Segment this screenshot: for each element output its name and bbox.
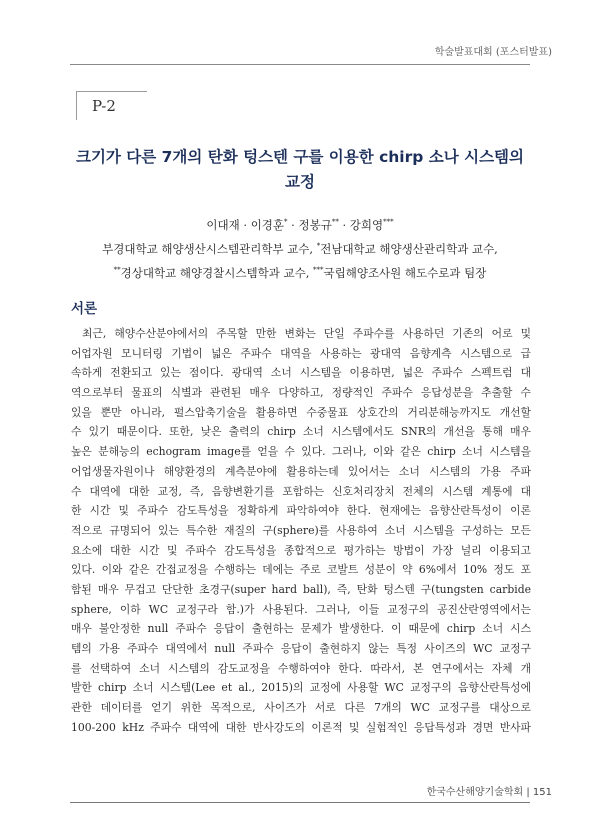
body-line: 요소에 대한 시간 및 주파수 감도특성을 종합적으로 평가하는 방법이 가장 널리 이용되고 — [71, 543, 531, 557]
body-line: sphere, 이하 WC 교정구라 함.)가 사용된다. 그러나, 이들 교정구의 공진산란영역에서는 — [71, 602, 531, 616]
author-mark: * — [284, 218, 288, 226]
running-header: 학술발표대회 (포스터발표) — [434, 47, 552, 58]
title-line-2: 교정 — [285, 173, 315, 191]
author-separator: · — [291, 217, 295, 232]
section-heading: 서론 — [71, 301, 98, 317]
body-line: 매우 불안정한 null 주파수 응답이 출현하는 문제가 발생한다. 이 때문에 chirp 소너 시스 — [71, 622, 531, 636]
author-name: 강희영 — [349, 217, 384, 232]
title-line-1: 크기가 다른 7개의 탄화 텅스텐 구를 이용한 chirp 소나 시스템의 — [75, 148, 524, 166]
body-line: 수 있기 때문이다. 또한, 낮은 출력의 chirp 소너 시스템에서도 SNR의 개선을 통해 매우 — [71, 425, 531, 439]
body-line: 적으로 규명되어 있는 특수한 재질의 구(sphere)를 사용하여 소너 시스템을 구성하는 모든 — [71, 523, 531, 537]
body-line: 있을 뿐만 아니라, 펄스압축기술을 활용하면 수중물표 상호간의 거리분해능까지도 개선할 — [71, 405, 531, 419]
paper-id: P-2 — [92, 97, 116, 115]
body-line: 함된 매우 무겁고 단단한 초경구(super hard ball), 즉, 탄화 텅스텐 구(tungsten carbide — [71, 582, 531, 596]
body-line: 를 선택하여 소너 시스템의 감도교정을 수행하여야 한다. 따라서, 본 연구에서는 자체 개 — [71, 661, 531, 675]
affiliation-mark: *** — [313, 265, 324, 274]
paper-id-box — [76, 91, 147, 120]
affiliation: 경상대학교 해양경찰시스템학과 교수, — [120, 265, 310, 280]
author-name: 정봉규 — [298, 217, 332, 232]
footer-divider — [70, 802, 530, 803]
header-divider — [70, 64, 530, 65]
body-line: 한 시간 및 주파수 감도특성을 정확하게 파악하여야 한다. 현재에는 음향산란특성이 이론 — [71, 504, 531, 518]
author-mark: ** — [331, 218, 339, 226]
author-separator: · — [243, 217, 248, 232]
body-line: 높은 분해능의 echogram image를 얻을 수 있다. 그러나, 이와 같은 chirp 소너 시스템을 — [71, 445, 531, 459]
author-names — [40, 212, 560, 236]
body-line: 템의 가용 주파수 대역에서 null 주파수 응답이 출현하지 않는 특정 사이즈의 WC 교정구 — [71, 642, 531, 655]
body-text — [71, 324, 531, 737]
affiliation-mark: * — [316, 241, 321, 250]
affiliation-line-2 — [40, 260, 560, 284]
body-line: 수 대역에 대한 교정, 즉, 음향변환기를 포함하는 신호처리장치 전체의 시스템 계통에 대 — [71, 484, 531, 498]
body-line: 발한 chirp 소너 시스템(Lee et al., 2015)의 교정에 사용할 WC 교정구의 음향산란특성에 — [71, 681, 531, 695]
body-line: 역으로부터 물표의 식별과 관련된 매우 다양하고, 정량적인 주파수 응답성분을 추출할 수 — [71, 386, 531, 400]
body-line: 속하게 전환되고 있는 점이다. 광대역 소너 시스템을 이용하면, 넓은 주파수 스펙트럼 대 — [71, 366, 531, 380]
body-line: 있다. 이와 같은 간접교정을 수행하는 데에는 주로 코발트 성분이 약 6%에서 10% 정도 포 — [71, 563, 531, 577]
body-line: 100-200 kHz 주파수 대역에 대한 반사강도의 이론적 및 실험적인 응답특성과 경면 반사파 — [71, 720, 531, 734]
page-footer: 한국수산해양기술학회 | 151 — [426, 787, 552, 798]
affiliation: 국립해양조사원 해도수로과 팀장 — [323, 265, 487, 280]
paper-title — [40, 145, 560, 195]
affiliation: 전남대학교 해양생산관리학과 교수, — [320, 241, 498, 256]
author-name: 이경훈 — [250, 217, 285, 232]
author-separator: · — [342, 217, 347, 232]
body-line: 어업생물자원이나 해양환경의 계측분야에 활용하는데 있어서는 소너 시스템의 가용 주파 — [71, 464, 531, 478]
body-line: 관한 데이터를 얻기 위한 목적으로, 사이즈가 서로 다른 7개의 WC 교정구를 대상으로 — [71, 701, 531, 715]
body-line: 최근, 해양수산분야에서의 주목할 만한 변화는 단일 주파수를 사용하던 기존의 어로 및 — [82, 327, 531, 340]
author-mark: *** — [383, 218, 394, 226]
author-block — [40, 212, 560, 283]
affiliation: 부경대학교 해양생산시스템관리학부 교수, — [102, 241, 314, 256]
affiliation-mark: ** — [113, 265, 121, 274]
affiliation-line-1 — [40, 236, 560, 260]
author-name: 이대재 — [206, 217, 240, 232]
body-line: 어업자원 모니터링 기법이 넓은 주파수 대역을 사용하는 광대역 음향계측 시스템으로 급 — [71, 346, 531, 360]
